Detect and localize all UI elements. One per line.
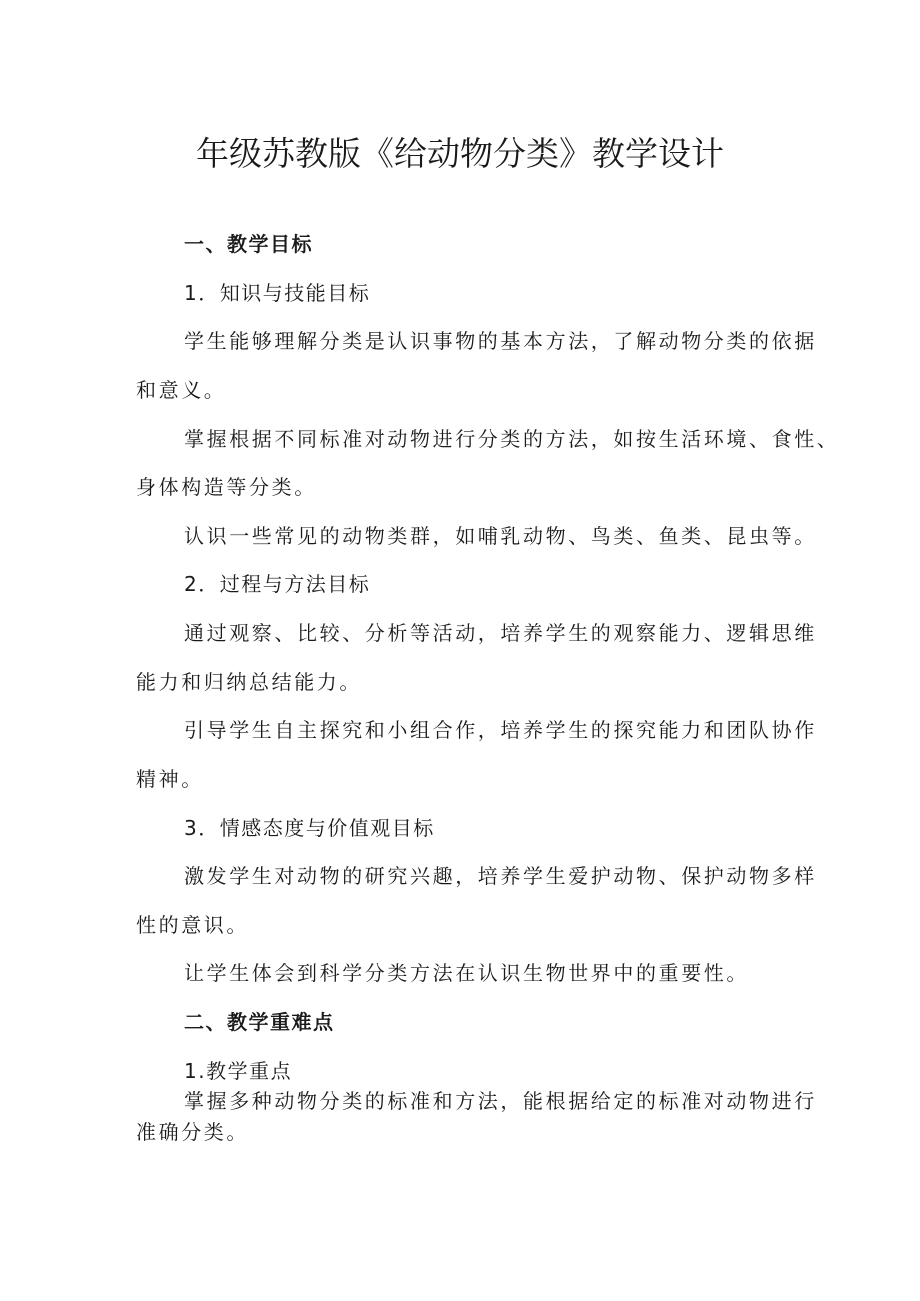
paragraph-line: 身体构造等分类。 — [136, 475, 317, 499]
paragraph-line: 掌握多种动物分类的标准和方法，能根据给定的标准对动物进行 — [184, 1089, 817, 1113]
paragraph-line: 掌握根据不同标准对动物进行分类的方法，如按生活环境、食性、 — [184, 427, 840, 451]
paragraph-line: 性的意识。 — [136, 913, 249, 937]
section-heading-teaching-goals: 一、教学目标 — [184, 232, 313, 256]
paragraph-line: 通过观察、比较、分析等活动，培养学生的观察能力、逻辑思维 — [184, 621, 817, 645]
subheading-attitude-values: 3．情感态度与价值观目标 — [184, 816, 435, 840]
subheading-knowledge-skills: 1．知识与技能目标 — [184, 281, 371, 305]
paragraph-line: 激发学生对动物的研究兴趣，培养学生爱护动物、保护动物多样 — [184, 864, 817, 888]
paragraph-line: 能力和归纳总结能力。 — [136, 670, 362, 694]
paragraph-line: 引导学生自主探究和小组合作，培养学生的探究能力和团队协作 — [184, 718, 817, 742]
document-title: 年级苏教版《给动物分类》教学设计 — [196, 134, 724, 173]
paragraph-line: 学生能够理解分类是认识事物的基本方法，了解动物分类的依据 — [184, 329, 817, 353]
paragraph-line: 精神。 — [136, 767, 204, 791]
subheading-teaching-focus: 1.教学重点 — [184, 1059, 293, 1083]
paragraph-line: 让学生体会到科学分类方法在认识生物世界中的重要性。 — [184, 961, 749, 985]
section-heading-key-difficulties: 二、教学重难点 — [184, 1010, 335, 1034]
paragraph-line: 认识一些常见的动物类群，如哺乳动物、鸟类、鱼类、昆虫等。 — [184, 524, 817, 548]
paragraph-line: 和意义。 — [136, 378, 227, 402]
subheading-process-methods: 2．过程与方法目标 — [184, 572, 371, 596]
paragraph-line: 准确分类。 — [136, 1120, 249, 1144]
